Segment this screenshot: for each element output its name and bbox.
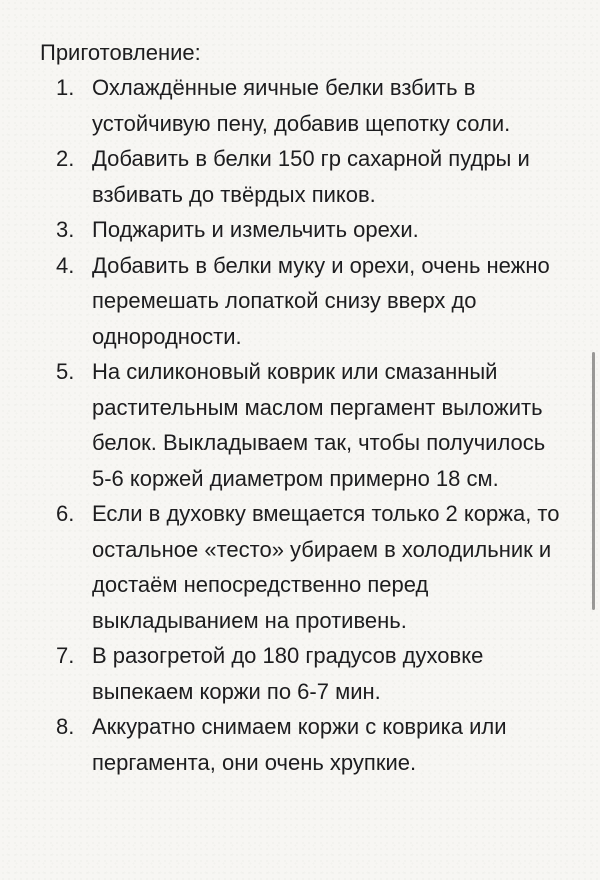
step-text: Аккуратно снимаем коржи с коврика или пергамента, они очень хрупкие. [92,714,507,775]
step-number: 7. [56,643,75,668]
step-number: 3. [56,217,75,242]
step-number: 1. [56,75,75,100]
list-item [40,212,570,248]
step-number: 6. [56,501,75,526]
step-text: Добавить в белки муку и орехи, очень нежно перемешать лопаткой снизу вверх до однородности. [92,252,550,349]
note-content[interactable] [40,36,570,780]
step-text: Добавить в белки 150 гр сахарной пудры и взбивать до твёрдых пиков. [92,146,530,207]
step-number: 8. [56,714,75,739]
list-item [40,638,570,709]
vertical-scrollbar[interactable] [592,352,595,610]
step-number: 2. [56,146,75,171]
section-heading: Приготовление: [40,40,201,65]
step-text: Охлаждённые яичные белки взбить в устойчивую пену, добавив щепотку соли. [92,75,511,136]
list-item [40,709,570,780]
step-text: На силиконовый коврик или смазанный растительным маслом пергамент выложить белок. Выкладываем так, чтобы получилось 5-6 коржей диаметром примерно 18 см. [92,359,546,491]
steps-list [40,70,570,780]
step-text: В разогретой до 180 градусов духовке выпекаем коржи по 6-7 мин. [92,643,484,704]
list-item [40,141,570,212]
step-text: Поджарить и измельчить орехи. [92,217,419,242]
list-item [40,354,570,496]
list-item [40,496,570,638]
list-item [40,70,570,141]
step-number: 5. [56,359,75,384]
step-number: 4. [56,252,75,278]
list-item [40,248,570,355]
step-text: Если в духовку вмещается только 2 коржа, то остальное «тесто» убираем в холодильник и достаём непосредственно перед выкладыванием на противень. [92,501,560,633]
